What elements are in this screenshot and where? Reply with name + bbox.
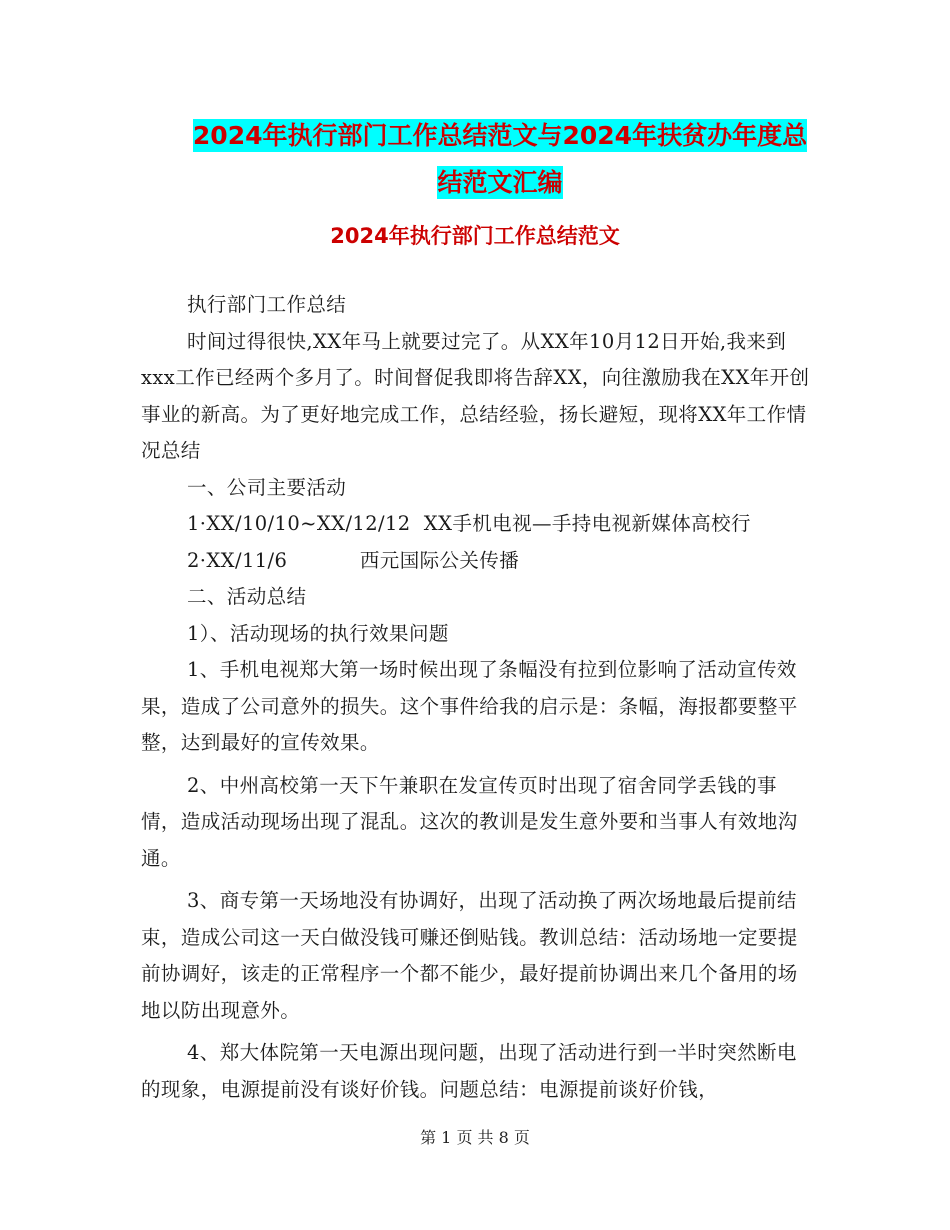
page-footer: 第 1 页 共 8 页 xyxy=(420,1128,530,1147)
activity-item: 1·XX/10/10~XX/12/12 XX手机电视—手持电视新媒体高校行 xyxy=(187,512,751,535)
paragraph: 执行部门工作总结 xyxy=(187,293,347,316)
title-line-1: 2024年执行部门工作总结范文与2024年扶贫办年度总 xyxy=(192,121,808,150)
document-title xyxy=(140,112,860,206)
paragraph: 一、公司主要活动 xyxy=(187,475,347,499)
paragraph: 时间过得很快,XX年马上就要过完了。从XX年10月12日开始,我来到xxx工作已经两个多月了。时间督促我即将告辞XX，向往激励我在XX年开创事业的新高。为了更好地完成工作，总结经验，扬长避短，现将XX年工作情况总结 xyxy=(141,329,810,462)
paragraph: 2、中州高校第一天下午兼职在发宣传页时出现了宿舍同学丢钱的事情，造成活动现场出现了混乱。这次的教训是发生意外要和当事人有效地沟通。 xyxy=(141,773,798,870)
paragraph: 1、手机电视郑大第一场时候出现了条幅没有拉到位影响了活动宣传效果，造成了公司意外的损失。这个事件给我的启示是：条幅，海报都要整平整，达到最好的宣传效果。 xyxy=(141,658,798,754)
paragraph: 4、郑大体院第一天电源出现问题，出现了活动进行到一半时突然断电的现象，电源提前没有谈好价钱。问题总结：电源提前谈好价钱， xyxy=(141,1041,797,1101)
section-title: 2024年执行部门工作总结范文 xyxy=(330,224,620,248)
activity-item: 2·XX/11/6 西元国际公关传播 xyxy=(187,548,520,572)
title-line-2: 结范文汇编 xyxy=(437,168,563,197)
paragraph: 二、活动总结 xyxy=(187,585,307,608)
paragraph: 1）、活动现场的执行效果问题 xyxy=(187,621,449,645)
document-body xyxy=(141,287,813,1108)
paragraph: 3、商专第一天场地没有协调好，出现了活动换了两次场地最后提前结束，造成公司这一天白做没钱可赚还倒贴钱。教训总结：活动场地一定要提前协调好，该走的正常程序一个都不能少，最好提前协调出来几个备用的场地以防出现意外。 xyxy=(141,889,798,1022)
